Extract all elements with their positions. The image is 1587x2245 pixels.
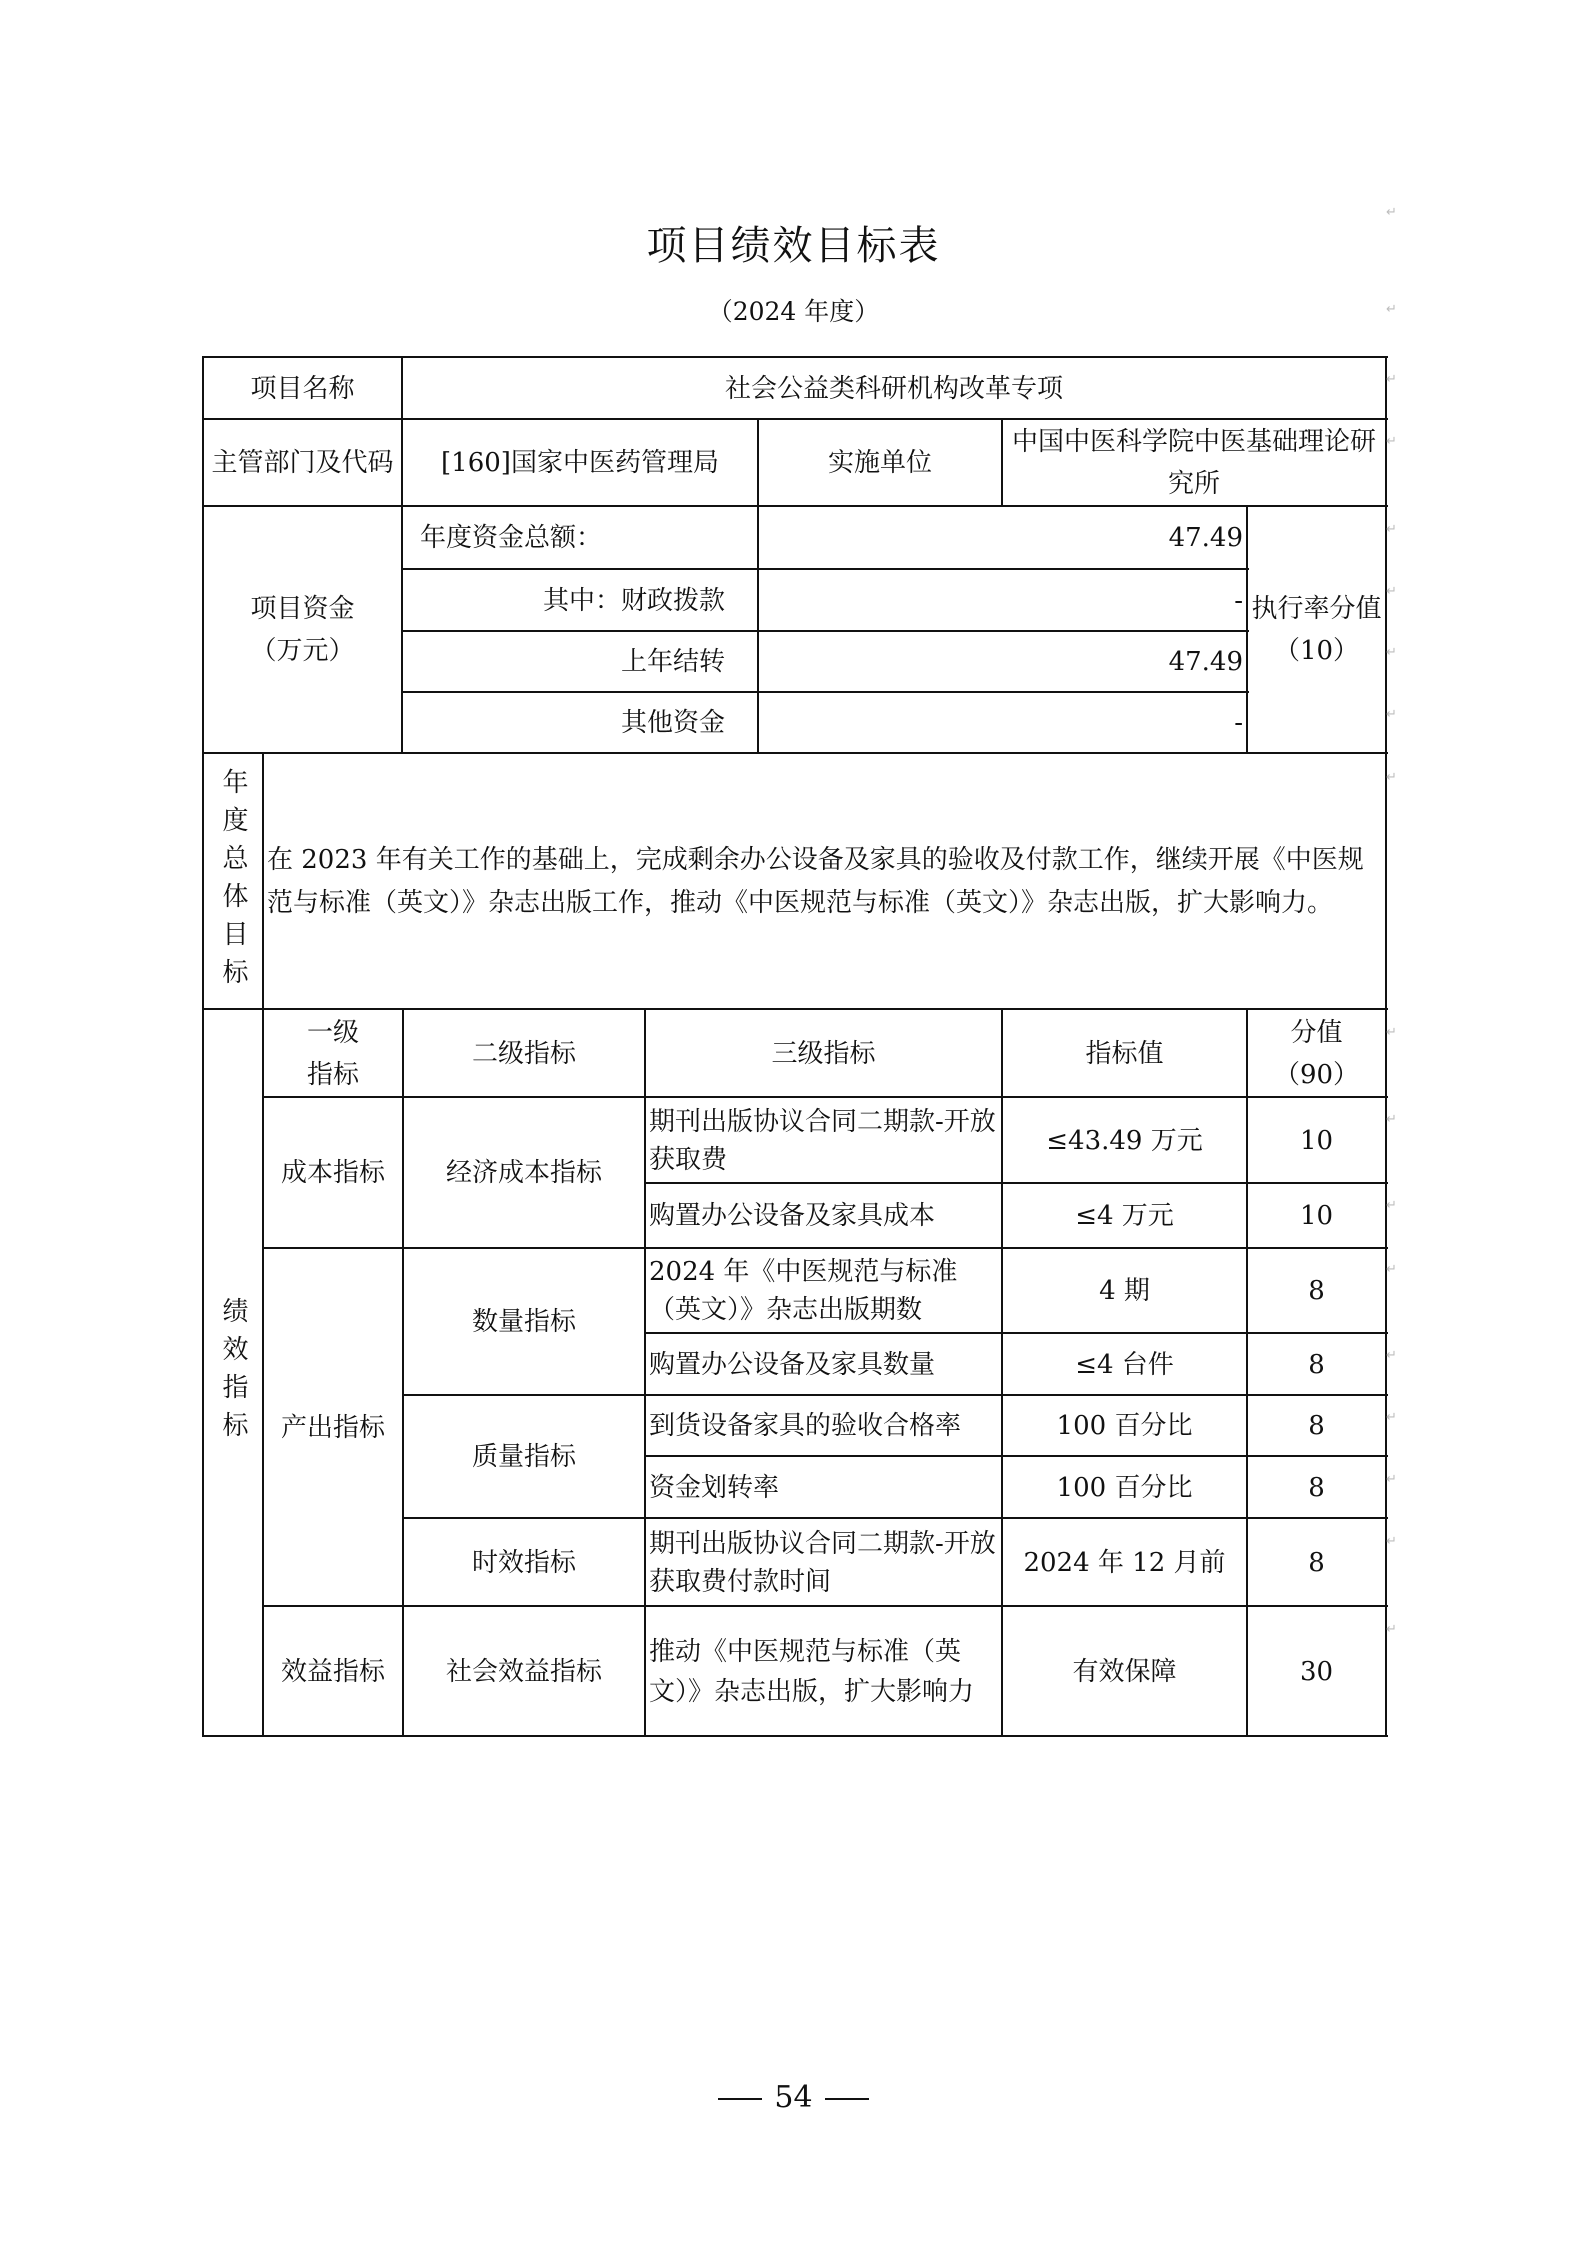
value-cell: ≤4 台件 [1075, 1349, 1174, 1380]
score-cell: 10 [1299, 1201, 1334, 1231]
paragraph-mark-icon: ↵ [1386, 1622, 1397, 1637]
level2-timeliness: 时效指标 [471, 1547, 576, 1578]
paragraph-mark-icon: ↵ [1386, 645, 1397, 660]
value-cell: 有效保障 [1072, 1656, 1177, 1687]
level3-cell: 到货设备家具的验收合格率 [649, 1411, 962, 1441]
value-cell: 4 期 [1099, 1276, 1150, 1306]
paragraph-mark-icon: ↵ [1386, 302, 1397, 317]
unit-label: 实施单位 [827, 448, 932, 478]
funding-other-value: - [1234, 708, 1243, 738]
score-cell: 8 [1308, 1349, 1325, 1380]
header-level3: 三级指标 [771, 1038, 876, 1069]
paragraph-mark-icon: ↵ [1386, 1025, 1397, 1040]
level1-output: 产出指标 [280, 1412, 385, 1443]
score-cell: 8 [1308, 1411, 1325, 1441]
project-name-label: 项目名称 [250, 373, 355, 404]
funding-fiscal-value: - [1234, 585, 1243, 616]
annual-goal-label: 年度总体目标 [218, 767, 248, 996]
paragraph-mark-icon: ↵ [1386, 770, 1397, 785]
score-cell: 8 [1308, 1472, 1325, 1503]
paragraph-mark-icon: ↵ [1386, 205, 1397, 220]
header-score: 分值（90） [1273, 1017, 1360, 1090]
page-number-dash [718, 2098, 762, 2100]
value-cell: ≤43.49 万元 [1046, 1125, 1203, 1156]
score-cell: 8 [1308, 1547, 1325, 1578]
level2-social-benefit: 社会效益指标 [445, 1656, 602, 1687]
execution-rate-score-label: 执行率分值（10） [1251, 594, 1382, 666]
indicators-section-label: 绩效指标 [218, 1297, 248, 1449]
funding-other-label: 其他资金 [620, 708, 725, 738]
page-number-value: 54 [774, 2080, 813, 2115]
funding-total-label: 年度资金总额： [420, 523, 603, 553]
funding-carryover-label: 上年结转 [620, 647, 725, 677]
header-level2: 二级指标 [471, 1038, 576, 1069]
level3-cell: 资金划转率 [649, 1472, 780, 1503]
unit-value: 中国中医科学院中医基础理论研究所 [1011, 427, 1376, 499]
funding-carryover-value: 47.49 [1168, 647, 1243, 677]
paragraph-mark-icon: ↵ [1386, 707, 1397, 722]
level2-quality: 质量指标 [471, 1442, 576, 1472]
level3-cell: 购置办公设备及家具数量 [649, 1349, 936, 1380]
value-cell: 100 百分比 [1056, 1411, 1193, 1441]
header-level1: 一级指标 [306, 1017, 359, 1090]
value-cell: ≤4 万元 [1075, 1201, 1174, 1231]
funding-total-value: 47.49 [1168, 523, 1243, 553]
funding-section-label: 项目资金（万元） [250, 594, 355, 666]
paragraph-mark-icon: ↵ [1386, 1348, 1397, 1363]
level3-cell: 期刊出版协议合同二期款-开放获取费付款时间 [649, 1528, 996, 1597]
score-cell: 30 [1299, 1656, 1334, 1687]
paragraph-mark-icon: ↵ [1386, 522, 1397, 537]
paragraph-mark-icon: ↵ [1386, 1262, 1397, 1277]
funding-fiscal-label: 其中：财政拨款 [542, 585, 725, 616]
page-subtitle: （2024 年度） [707, 297, 880, 326]
level1-cost: 成本指标 [280, 1158, 385, 1188]
level3-cell: 2024 年《中医规范与标准（英文）》杂志出版期数 [649, 1257, 958, 1325]
paragraph-mark-icon: ↵ [1386, 434, 1397, 449]
level2-quantity: 数量指标 [471, 1307, 576, 1337]
score-cell: 8 [1308, 1276, 1325, 1306]
page-number [0, 2080, 1587, 2115]
level3-cell: 购置办公设备及家具成本 [649, 1201, 936, 1231]
level3-cell: 推动《中医规范与标准（英文）》杂志出版，扩大影响力 [649, 1636, 975, 1707]
page-number-dash [825, 2098, 869, 2100]
annual-goal-text: 在 2023 年有关工作的基础上，完成剩余办公设备及家具的验收及付款工作，继续开展《中医规范与标准（英文）》杂志出版工作，推动《中医规范与标准（英文）》杂志出版，扩大影响力。 [267, 844, 1364, 918]
score-cell: 10 [1299, 1125, 1334, 1156]
project-name-value: 社会公益类科研机构改革专项 [724, 373, 1063, 404]
paragraph-mark-icon: ↵ [1386, 372, 1397, 387]
dept-value: [160]国家中医药管理局 [441, 448, 719, 478]
paragraph-mark-icon: ↵ [1386, 1410, 1397, 1425]
header-value: 指标值 [1085, 1038, 1164, 1069]
paragraph-mark-icon: ↵ [1386, 584, 1397, 599]
paragraph-mark-icon: ↵ [1386, 1198, 1397, 1213]
value-cell: 100 百分比 [1056, 1472, 1193, 1503]
paragraph-mark-icon: ↵ [1386, 1472, 1397, 1487]
page-title: 项目绩效目标表 [646, 223, 941, 269]
level1-benefit: 效益指标 [280, 1656, 385, 1687]
level2-economic-cost: 经济成本指标 [445, 1158, 602, 1188]
paragraph-mark-icon: ↵ [1386, 1534, 1397, 1549]
level3-cell: 期刊出版协议合同二期款-开放获取费 [649, 1106, 996, 1175]
dept-label: 主管部门及代码 [211, 448, 394, 478]
value-cell: 2024 年 12 月前 [1023, 1547, 1226, 1578]
paragraph-mark-icon: ↵ [1386, 1112, 1397, 1127]
